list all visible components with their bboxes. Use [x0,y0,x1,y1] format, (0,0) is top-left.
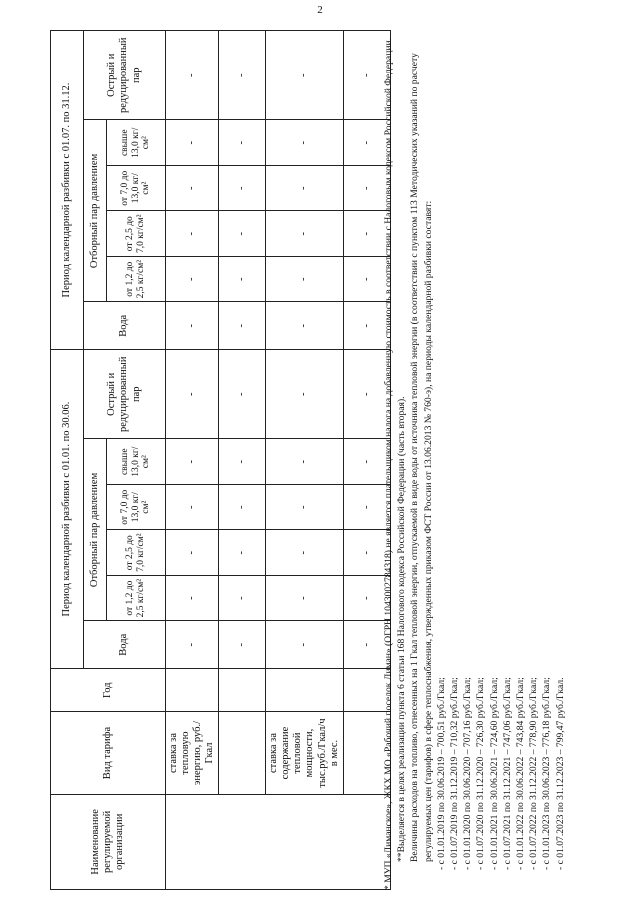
table-row [266,31,343,890]
fuel-cost-item: - с 01.07.2022 по 31.12.2022 – 778,90 руб./Гкал; [528,677,540,870]
organization-cell [166,794,391,889]
fuel-cost-item: - с 01.01.2022 по 30.06.2022 – 743,84 руб./Гкал; [515,677,527,870]
fuel-cost-item: - с 01.07.2021 по 31.12.2021 – 747,06 руб./Гкал; [501,677,513,870]
tariff-table [50,30,391,890]
value-cell: - [166,350,219,439]
value-cell: - [266,621,343,669]
value-cell: - [166,120,219,165]
footnote-tax-code: **Выделяется в целях реализации пункта 6 статьи 168 Налогового кодекса Российской Федерации (часть вторая). [396,396,408,862]
value-cell: - [266,575,343,620]
value-cell: - [166,575,219,620]
header-steam-1-2.5: от 1,2 до 2,5 кг/см² [107,256,166,301]
value-cell: - [166,439,219,484]
value-cell: - [266,31,343,120]
value-cell: - [166,256,219,301]
value-cell: - [166,302,219,350]
value-cell: - [343,302,390,350]
value-cell: - [219,120,266,165]
header-steam-over-13: свыше 13,0 кг/см² [107,120,166,165]
header-period-1: Период календарной разбивки с 01.01. по 30.06. [51,350,84,669]
value-cell: - [166,165,219,210]
fuel-cost-item: - с 01.01.2023 по 30.06.2023 – 776,18 руб./Гкал; [541,677,553,870]
value-cell: - [266,530,343,575]
value-cell: - [343,120,390,165]
header-water-2: Вода [84,302,166,350]
value-cell: - [343,211,390,256]
value-cell: - [219,621,266,669]
fuel-cost-item: - с 01.01.2019 по 30.06.2019 – 700,51 руб./Гкал; [435,677,447,870]
header-organization: Наименование регулируемой организации [51,794,166,889]
header-sharp-steam-1: Острый и редуцированный пар [84,350,166,439]
header-period-2: Период календарной разбивки с 01.07. по 31.12. [51,31,84,350]
value-cell: - [166,31,219,120]
value-cell: - [219,575,266,620]
value-cell: - [219,211,266,256]
tariff-type-cell [219,712,266,794]
value-cell: - [219,439,266,484]
header-tariff-type: Вид тарифа [51,712,166,794]
tariff-type-cell: ставка за тепловую энергию, руб./Гкал [166,712,219,794]
header-water-1: Вода [84,621,166,669]
table-row [219,31,266,890]
value-cell: - [166,211,219,256]
footnote-vat: * МУП «Лиманское», ЖКХ МО «Рабочий поселок Лиман» (ОГРН 1043002784318) не является плательщиком налога на добавленную стоимость в соответствии с Налоговым кодексом Российской Федерации. [383,38,394,890]
value-cell: - [343,439,390,484]
value-cell: - [219,165,266,210]
value-cell: - [219,350,266,439]
year-cell [219,669,266,712]
header-steam-7-13: от 7,0 до 13,0 кг/см² [107,484,166,529]
value-cell: - [266,165,343,210]
header-steam-group-2: Отборный пар давлением [84,120,107,302]
tariff-type-cell: ставка за содержание тепловой мощности, тыс.руб./Гкал/ч в мес. [266,712,343,794]
value-cell: - [219,256,266,301]
header-steam-over-13: свыше 13,0 кг/см² [107,439,166,484]
value-cell: - [266,350,343,439]
value-cell: - [343,350,390,439]
footnotes [382,20,567,890]
value-cell: - [219,31,266,120]
value-cell: - [343,484,390,529]
value-cell: - [166,530,219,575]
value-cell: - [343,165,390,210]
header-sharp-steam-2: Острый и редуцированный пар [84,31,166,120]
table-row [166,31,219,890]
header-year: Год [51,669,166,712]
fuel-cost-item: - с 01.07.2023 по 31.12.2023 – 799,47 руб./Гкал. [554,677,566,870]
value-cell: - [266,302,343,350]
fuel-cost-item: - с 01.07.2020 по 31.12.2020 – 726,30 руб./Гкал; [475,677,487,870]
header-steam-7-13: от 7,0 до 13,0 кг/см² [107,165,166,210]
value-cell: - [219,530,266,575]
header-steam-2.5-7: от 2,5 до 7,0 кг/см² [107,211,166,256]
footnote-fuel-costs: Величины расходов на топливо, отнесенных на 1 Гкал тепловой энергии, отпускаемой в виде воды от источника тепловой энергии (в соответствии с пунктом 113 Методических указаний по расчету регулируемых цен (тарифов) в сфере теплоснабжения, утвержденных приказом ФСТ России от 13.06.2013 № 760-э), на периоды календарной разбивки составят: [409,53,434,862]
fuel-cost-list [435,20,567,890]
value-cell: - [343,256,390,301]
value-cell: - [266,484,343,529]
fuel-cost-item: - с 01.07.2019 по 31.12.2019 – 710,32 руб./Гкал; [449,677,461,870]
value-cell: - [219,302,266,350]
year-cell [266,669,343,712]
value-cell: - [266,256,343,301]
value-cell: - [343,621,390,669]
fuel-cost-item: - с 01.01.2021 по 30.06.2021 – 724,60 руб./Гкал; [488,677,500,870]
page-number: 2 [317,4,323,16]
value-cell: - [343,31,390,120]
value-cell: - [166,484,219,529]
header-steam-1-2.5: от 1,2 до 2,5 кг/см² [107,575,166,620]
value-cell: - [266,439,343,484]
value-cell: - [343,575,390,620]
year-cell [166,669,219,712]
value-cell: - [343,530,390,575]
header-steam-group-1: Отборный пар давлением [84,439,107,621]
value-cell: - [166,621,219,669]
header-steam-2.5-7: от 2,5 до 7,0 кг/см² [107,530,166,575]
value-cell: - [266,211,343,256]
value-cell: - [266,120,343,165]
value-cell: - [219,484,266,529]
fuel-cost-item: - с 01.01.2020 по 30.06.2020 – 707,16 руб./Гкал; [462,677,474,870]
rotated-page [10,0,630,900]
